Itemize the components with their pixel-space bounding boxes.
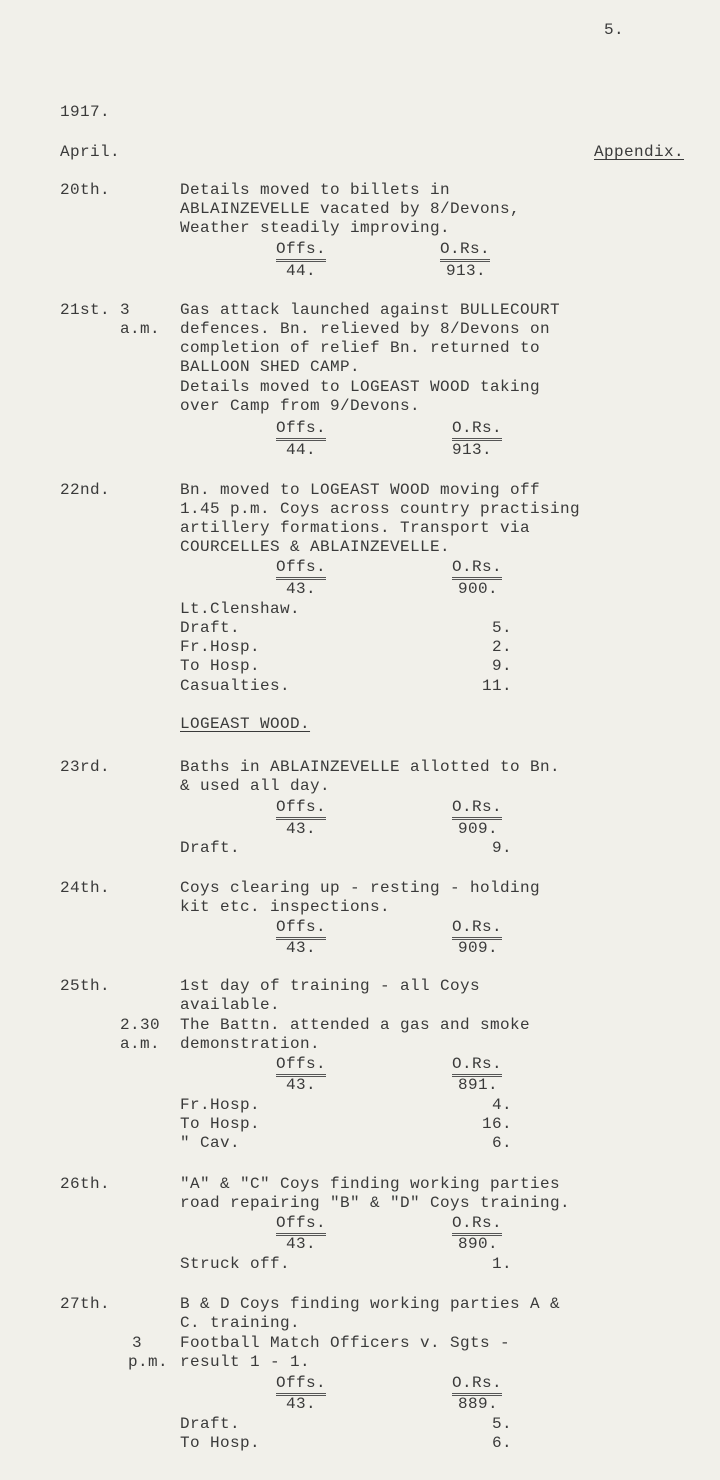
item-label: Draft. bbox=[180, 619, 241, 637]
entry-27-line-2: C. training. bbox=[180, 1314, 301, 1332]
offs-value: 43. bbox=[286, 1076, 317, 1094]
ors-value: 900. bbox=[458, 580, 499, 598]
ors-header: O.Rs. bbox=[452, 1056, 502, 1077]
entry-21-line-6: over Camp from 9/Devons. bbox=[180, 397, 421, 415]
ors-header: O.Rs. bbox=[440, 241, 490, 262]
offs-header: Offs. bbox=[276, 420, 326, 441]
offs-value: 43. bbox=[286, 939, 317, 957]
entry-21-line-5: Details moved to LOGEAST WOOD taking bbox=[180, 378, 541, 396]
ors-value: 909. bbox=[458, 820, 499, 838]
ors-header: O.Rs. bbox=[452, 559, 502, 580]
item-label: To Hosp. bbox=[180, 1434, 261, 1452]
item-value: 6. bbox=[491, 1134, 512, 1152]
ors-header: O.Rs. bbox=[452, 799, 502, 820]
item-label: To Hosp. bbox=[180, 657, 261, 675]
offs-header: Offs. bbox=[276, 799, 326, 820]
ors-value: 891. bbox=[458, 1076, 499, 1094]
entry-25-line-4: demonstration. bbox=[180, 1035, 321, 1053]
entry-25-line-3: The Battn. attended a gas and smoke bbox=[180, 1016, 531, 1034]
item-value: 9. bbox=[491, 657, 512, 675]
entry-27-line-4: result 1 - 1. bbox=[180, 1353, 311, 1371]
entry-22-line-4: COURCELLES & ABLAINZEVELLE. bbox=[180, 538, 451, 556]
ors-header: O.Rs. bbox=[452, 1215, 502, 1236]
offs-header: Offs. bbox=[276, 1215, 326, 1236]
entry-23-line-2: & used all day. bbox=[180, 777, 331, 795]
entry-25-line-1: 1st day of training - all Coys bbox=[180, 977, 481, 995]
entry-21-line-2: defences. Bn. relieved by 8/Devons on bbox=[180, 320, 551, 338]
ors-value: 909. bbox=[458, 939, 499, 957]
time-27th: 3 bbox=[132, 1334, 143, 1352]
page-number: 5. bbox=[604, 21, 625, 39]
entry-21-line-1: Gas attack launched against BULLECOURT bbox=[180, 301, 561, 319]
offs-header: Offs. bbox=[276, 1375, 326, 1396]
date-21st: 21st. 3 bbox=[60, 301, 131, 319]
offs-header: Offs. bbox=[276, 241, 326, 262]
date-24th: 24th. bbox=[60, 879, 111, 897]
offs-value: 43. bbox=[286, 580, 317, 598]
ors-header: O.Rs. bbox=[452, 420, 502, 441]
offs-value: 43. bbox=[286, 1235, 317, 1253]
offs-header: Offs. bbox=[276, 919, 326, 940]
date-22nd: 22nd. bbox=[60, 481, 111, 499]
offs-value: 44. bbox=[286, 441, 317, 459]
offs-value: 43. bbox=[286, 820, 317, 838]
ors-header: O.Rs. bbox=[452, 1375, 502, 1396]
item-label: To Hosp. bbox=[180, 1115, 261, 1133]
item-value: 2. bbox=[491, 638, 512, 656]
month-heading: April. bbox=[60, 143, 121, 161]
date-27th: 27th. bbox=[60, 1295, 111, 1313]
location-heading: LOGEAST WOOD. bbox=[180, 715, 311, 733]
entry-27-line-1: B & D Coys finding working parties A & bbox=[180, 1295, 561, 1313]
item-label: Lt.Clenshaw. bbox=[180, 600, 301, 618]
ors-value: 913. bbox=[452, 441, 493, 459]
item-value: 5. bbox=[491, 619, 512, 637]
time-25th-ampm: a.m. bbox=[120, 1035, 161, 1053]
year-heading: 1917. bbox=[60, 103, 111, 121]
time-21st: a.m. bbox=[120, 320, 161, 338]
item-label: Draft. bbox=[180, 1415, 241, 1433]
entry-26-line-2: road repairing "B" & "D" Coys training. bbox=[180, 1194, 571, 1212]
date-20th: 20th. bbox=[60, 181, 111, 199]
ors-value: 890. bbox=[458, 1235, 499, 1253]
item-label: Casualties. bbox=[180, 677, 291, 695]
entry-21-line-3: completion of relief Bn. returned to bbox=[180, 339, 541, 357]
offs-header: Offs. bbox=[276, 1056, 326, 1077]
date-25th: 25th. bbox=[60, 977, 111, 995]
entry-26-line-1: "A" & "C" Coys finding working parties bbox=[180, 1175, 561, 1193]
ors-header: O.Rs. bbox=[452, 919, 502, 940]
entry-24-line-1: Coys clearing up - resting - holding bbox=[180, 879, 541, 897]
ors-value: 913. bbox=[446, 262, 487, 280]
entry-22-line-3: artillery formations. Transport via bbox=[180, 519, 531, 537]
time-25th: 2.30 bbox=[120, 1016, 161, 1034]
item-label: Struck off. bbox=[180, 1255, 291, 1273]
date-23rd: 23rd. bbox=[60, 758, 111, 776]
entry-27-line-3: Football Match Officers v. Sgts - bbox=[180, 1334, 511, 1352]
entry-20-line-1: Details moved to billets in bbox=[180, 181, 451, 199]
offs-value: 43. bbox=[286, 1395, 317, 1413]
entry-20-line-3: Weather steadily improving. bbox=[180, 219, 451, 237]
item-label: Fr.Hosp. bbox=[180, 638, 261, 656]
item-label: Draft. bbox=[180, 839, 241, 857]
entry-23-line-1: Baths in ABLAINZEVELLE allotted to Bn. bbox=[180, 758, 561, 776]
offs-value: 44. bbox=[286, 262, 317, 280]
entry-22-line-1: Bn. moved to LOGEAST WOOD moving off bbox=[180, 481, 541, 499]
item-label: " Cav. bbox=[180, 1134, 241, 1152]
offs-header: Offs. bbox=[276, 559, 326, 580]
item-value: 4. bbox=[491, 1096, 512, 1114]
ors-value: 889. bbox=[458, 1395, 499, 1413]
item-value: 9. bbox=[491, 839, 512, 857]
item-value: 16. bbox=[481, 1115, 512, 1133]
entry-24-line-2: kit etc. inspections. bbox=[180, 898, 391, 916]
item-label: Fr.Hosp. bbox=[180, 1096, 261, 1114]
entry-25-line-2: available. bbox=[180, 996, 281, 1014]
item-value: 11. bbox=[481, 677, 512, 695]
entry-21-line-4: BALLOON SHED CAMP. bbox=[180, 358, 361, 376]
item-value: 5. bbox=[491, 1415, 512, 1433]
item-value: 6. bbox=[491, 1434, 512, 1452]
time-27th-ampm: p.m. bbox=[128, 1353, 169, 1371]
entry-20-line-2: ABLAINZEVELLE vacated by 8/Devons, bbox=[180, 200, 521, 218]
appendix-heading: Appendix. bbox=[594, 143, 685, 161]
item-value: 1. bbox=[491, 1255, 512, 1273]
entry-22-line-2: 1.45 p.m. Coys across country practising bbox=[180, 500, 581, 518]
date-26th: 26th. bbox=[60, 1175, 111, 1193]
